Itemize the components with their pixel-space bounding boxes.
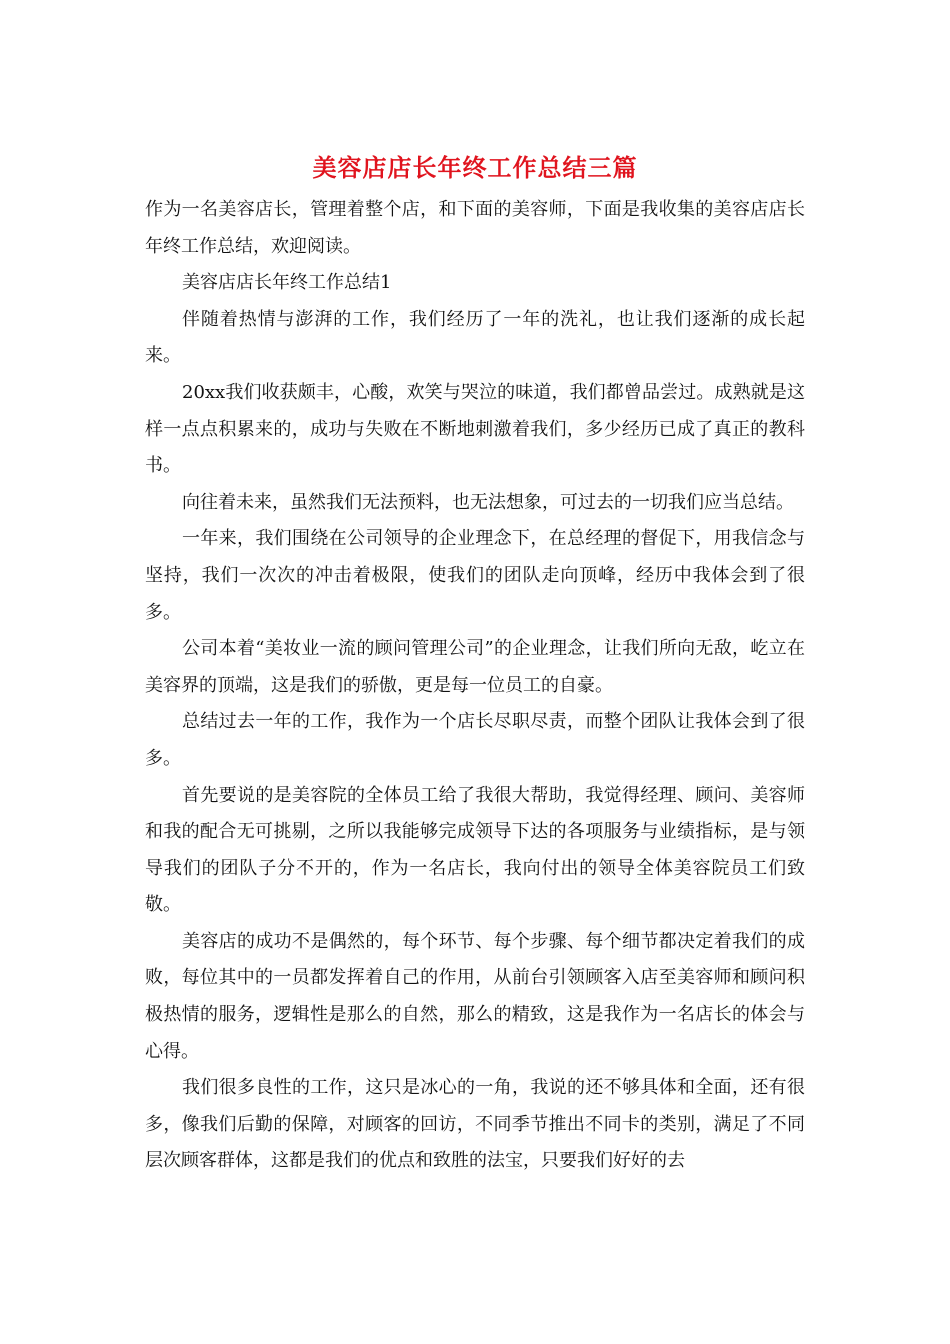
section-heading: 美容店店长年终工作总结1 [182,272,392,294]
body-paragraph: 首先要说的是美容院的全体员工给了我很大帮助，我觉得经理、顾问、美容师和我的配合无可挑剔，之所以我能够完成领导下达的各项服务与业绩指标，是与领导我们的团队子分不开的，作为一名店长，我向付出的领导全体美容院员工们致敬。 [145,784,805,916]
body-paragraph: 伴随着热情与澎湃的工作，我们经历了一年的洗礼，也让我们逐渐的成长起来。 [145,308,805,367]
body-paragraph: 向往着未来，虽然我们无法预料，也无法想象，可过去的一切我们应当总结。 [182,491,794,513]
intro-paragraph: 作为一名美容店长，管理着整个店，和下面的美容师，下面是我收集的美容店店长年终工作总结，欢迎阅读。 [145,199,805,257]
body-paragraph: 20xx我们收获颇丰，心酸，欢笑与哭泣的味道，我们都曾品尝过。成熟就是这样一点点积累来的，成功与失败在不断地刺激着我们，多少经历已成了真正的教科书。 [145,381,805,477]
document-title: 美容店店长年终工作总结三篇 [312,153,638,182]
document-body [145,192,805,1180]
body-paragraph: 一年来，我们围绕在公司领导的企业理念下，在总经理的督促下，用我信念与坚持，我们一次次的冲击着极限，使我们的团队走向顶峰，经历中我体会到了很多。 [145,528,805,623]
body-paragraph: 我们很多良性的工作，这只是冰心的一角，我说的还不够具体和全面，还有很多，像我们后勤的保障，对顾客的回访，不同季节推出不同卡的类别，满足了不同层次顾客群体，这都是我们的优点和致胜的法宝，只要我们好好的去 [145,1077,805,1172]
body-paragraph: 总结过去一年的工作，我作为一个店长尽职尽责，而整个团队让我体会到了很多。 [145,711,805,769]
body-paragraph: 美容店的成功不是偶然的，每个环节、每个步骤、每个细节都决定着我们的成败，每位其中的一员都发挥着自己的作用，从前台引领顾客入店至美容师和顾问积极热情的服务，逻辑性是那么的自然，那么的精致，这是我作为一名店长的体会与心得。 [145,930,805,1062]
body-paragraph: 公司本着“美妆业一流的顾问管理公司”的企业理念，让我们所向无敌，屹立在美容界的顶端，这是我们的骄傲，更是每一位员工的自豪。 [145,638,805,696]
